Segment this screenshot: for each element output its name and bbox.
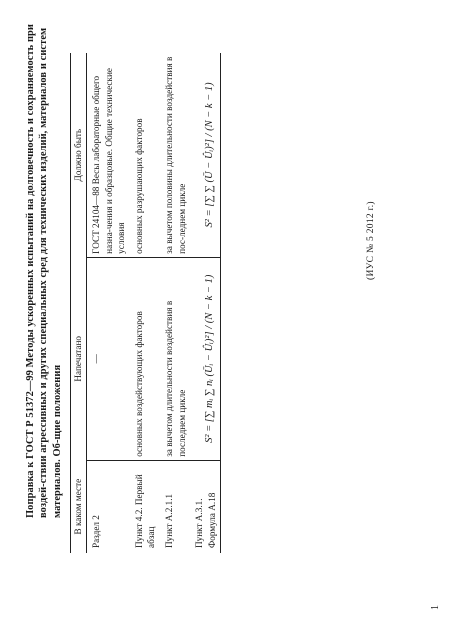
row-place: Пункт А.2.1.1 bbox=[163, 493, 174, 548]
row-should: ГОСТ 24104—88 Весы лабораторные общего назна-чения и образцовые. Общие технические условия bbox=[91, 68, 127, 254]
table-row bbox=[130, 53, 160, 553]
row-place: Раздел 2 bbox=[91, 515, 101, 548]
row-printed: — bbox=[87, 257, 130, 460]
row-place: Пункт А.3.1. Формула А.18 bbox=[194, 492, 217, 548]
row-place: Пункт 4.2. Первый абзац bbox=[133, 474, 157, 548]
row-should: за вычетом половины длительности воздействия в пос-леднем цикле bbox=[163, 56, 187, 254]
table-row bbox=[190, 53, 221, 553]
ius-note: (ИУС № 5 2012 г.) bbox=[366, 201, 376, 280]
header-where: В каком месте bbox=[71, 460, 87, 553]
corrections-table bbox=[70, 53, 221, 553]
table-header-row bbox=[71, 53, 87, 553]
row-printed: основных воздействующих факторов bbox=[130, 257, 160, 460]
row-printed: за вычетом длительности воздействия в последнем цикле bbox=[160, 257, 190, 460]
corrected-formula: S² = [∑ ∑ (Ū − Ûᵢ)²] / (N − k − 1) bbox=[190, 53, 221, 257]
table-row bbox=[160, 53, 190, 553]
row-should: основных разрушающих факторов bbox=[133, 118, 144, 254]
header-printed: Напечатано bbox=[71, 257, 87, 460]
page-number: 1 bbox=[430, 605, 441, 610]
table-row bbox=[87, 53, 130, 553]
document-title: Поправка к ГОСТ Р 51372—99 Методы ускоренных испытаний на долговечность и сохраняемость при воздей-ствии агрессивных и других специальных сред для технических изделий, материалов и систем материалов. Об-щие положения bbox=[25, 24, 63, 518]
printed-formula: S² = [∑ mᵢ ∑ nᵢ (Ūᵢ − Ûᵢ)²] / (N − k − 1) bbox=[190, 257, 221, 460]
header-should: Должно быть bbox=[71, 53, 87, 257]
